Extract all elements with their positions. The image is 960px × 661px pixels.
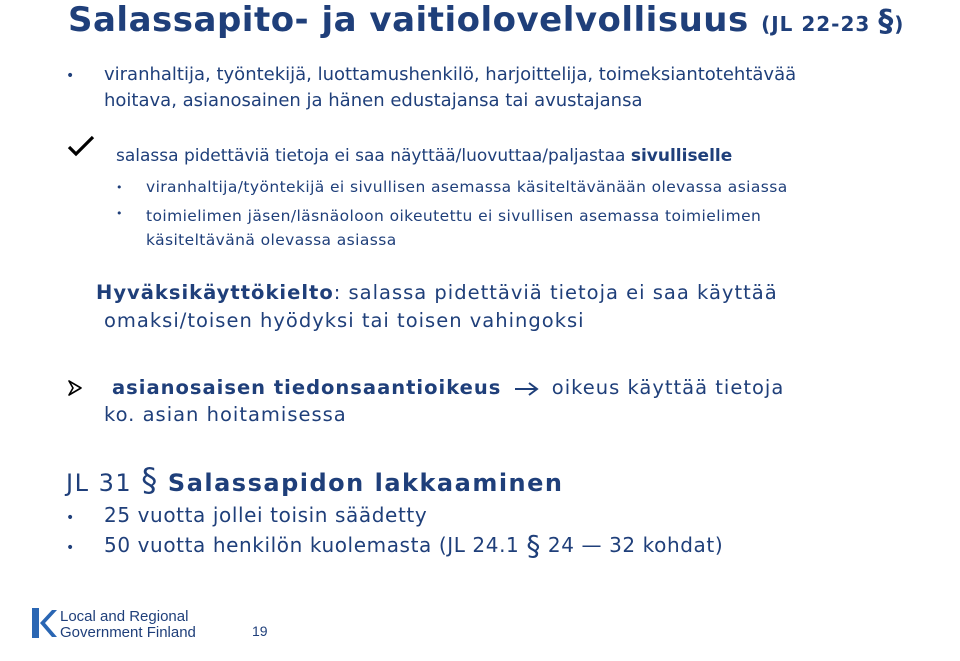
section2-heading: [66, 461, 564, 499]
page-number: 19: [252, 623, 268, 639]
section-sign-icon: §: [141, 461, 159, 499]
check-item-bold: sivulliselle: [630, 146, 733, 166]
sub-bullet-dot: •: [116, 181, 123, 194]
sub-bullet-2-line2: käsiteltävänä olevassa asiassa: [146, 231, 397, 249]
bullet-dot: •: [66, 68, 75, 84]
sub-bullet-1: viranhaltija/työntekijä ei sivullisen asemassa käsiteltävänään olevassa asiassa: [146, 178, 788, 196]
bullet-dot: •: [66, 540, 75, 556]
logo-text: [60, 609, 196, 641]
prohibition-line2: omaksi/toisen hyödyksi tai toisen vahingoksi: [104, 309, 585, 332]
section-sign-icon: §: [878, 4, 895, 39]
arrowhead-bullet-icon: [66, 379, 84, 397]
check-item-main: salassa pidettäviä tietoja ei saa näyttää/luovuttaa/paljastaa: [116, 146, 631, 166]
title-ref-open: (JL 22-23: [761, 12, 871, 36]
prohibition-line1: [96, 279, 778, 307]
section2-item-2-b: 24 — 32 kohdat): [547, 533, 724, 557]
section2-prefix: JL 31: [66, 469, 133, 497]
right-item-line2: ko. asian hoitamisessa: [104, 403, 347, 426]
section2-item-2: [104, 529, 724, 562]
title-main: Salassapito- ja vaitiolovelvollisuus: [68, 0, 749, 40]
bullet1-text: [104, 62, 796, 114]
checkmark-icon: [66, 134, 96, 158]
sub-bullet-2: [146, 204, 761, 252]
page-title: [68, 0, 904, 44]
logo-icon: [30, 606, 58, 640]
prohibition-text: [96, 279, 778, 335]
section-sign-icon: §: [526, 529, 541, 562]
title-ref-close: ): [894, 12, 905, 36]
right-arrow-icon: [513, 381, 541, 397]
sub-bullet-2-line1: toimielimen jäsen/läsnäoloon oikeutettu ei sivullisen asemassa toimielimen: [146, 207, 762, 225]
prohibition-rest: : salassa pidettäviä tietoja ei saa käyttää: [333, 281, 778, 304]
section2-item-1: 25 vuotta jollei toisin säädetty: [104, 503, 428, 527]
right-item-bold: asianosaisen tiedonsaantioikeus: [112, 376, 502, 399]
logo-line1: Local and Regional: [60, 608, 189, 625]
right-item-rest: oikeus käyttää tietoja: [551, 376, 785, 399]
bullet-dot: •: [66, 510, 75, 526]
right-item-line1: [112, 374, 784, 402]
section2-title: Salassapidon lakkaaminen: [167, 469, 564, 497]
logo-line2: Government Finland: [60, 624, 196, 641]
bullet1-line1: viranhaltija, työntekijä, luottamushenkilö, harjoittelija, toimeksiantotehtävää: [104, 64, 797, 85]
bullet1-line2: hoitava, asianosainen ja hänen edustajansa tai avustajansa: [104, 90, 643, 111]
section2-item-2-a: 50 vuotta henkilön kuolemasta (JL 24.1: [104, 533, 520, 557]
sub-bullet-dot: •: [116, 207, 123, 220]
prohibition-bold: Hyväksikäyttökielto: [96, 281, 334, 304]
check-item-text: [116, 146, 732, 166]
title-reference: [761, 4, 905, 39]
